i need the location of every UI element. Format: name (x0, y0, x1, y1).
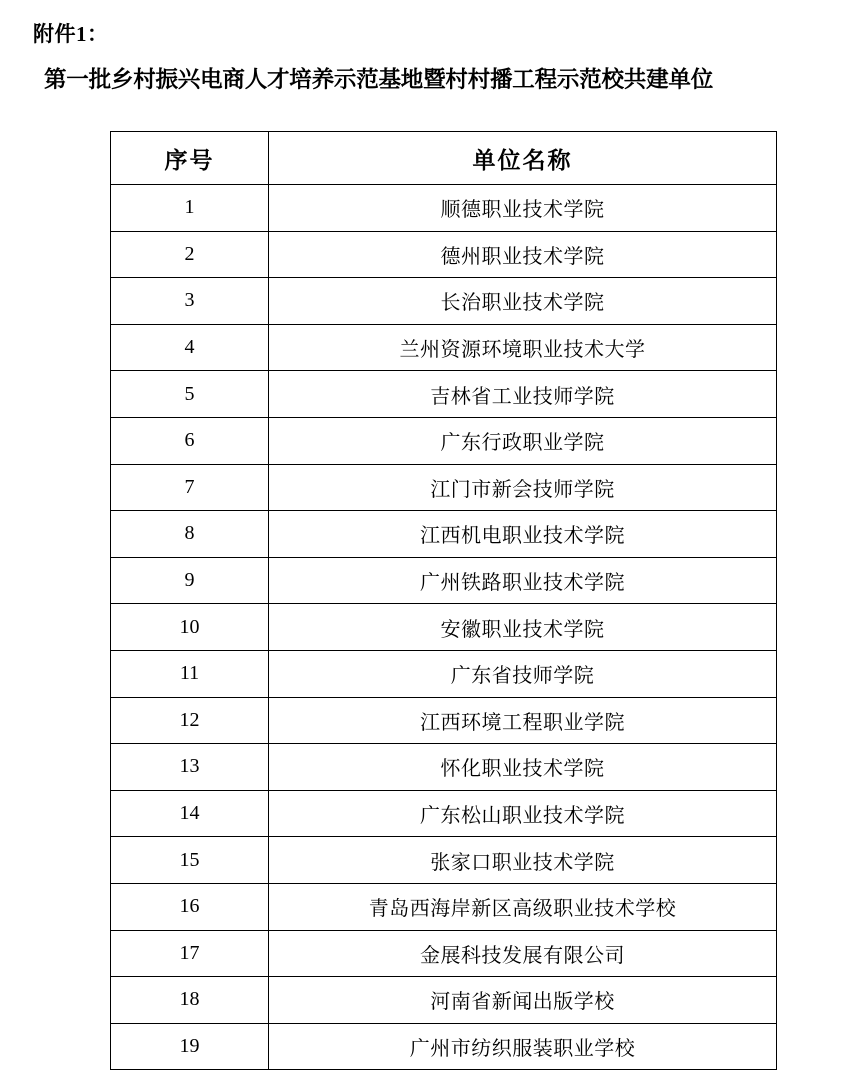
table-row (111, 278, 777, 325)
row-name: 江门市新会技师学院 (269, 464, 777, 511)
table-row (111, 417, 777, 464)
table-row (111, 464, 777, 511)
table-row (111, 604, 777, 651)
row-name: 江西环境工程职业学院 (269, 697, 777, 744)
row-no: 5 (111, 371, 269, 418)
table-row (111, 837, 777, 884)
row-no: 9 (111, 557, 269, 604)
row-no: 4 (111, 324, 269, 371)
row-name: 江西机电职业技术学院 (269, 511, 777, 558)
table-row (111, 557, 777, 604)
row-no: 13 (111, 744, 269, 791)
row-name: 兰州资源环境职业技术大学 (269, 324, 777, 371)
table-body (111, 185, 777, 1070)
unit-list-table (110, 131, 777, 1070)
row-name: 广州铁路职业技术学院 (269, 557, 777, 604)
row-no: 19 (111, 1023, 269, 1070)
table-row (111, 371, 777, 418)
row-no: 16 (111, 883, 269, 930)
column-header-name: 单位名称 (269, 132, 777, 185)
row-name: 德州职业技术学院 (269, 231, 777, 278)
table-row (111, 697, 777, 744)
row-no: 2 (111, 231, 269, 278)
table-row (111, 790, 777, 837)
row-no: 7 (111, 464, 269, 511)
table-row (111, 324, 777, 371)
row-no: 12 (111, 697, 269, 744)
row-name: 河南省新闻出版学校 (269, 977, 777, 1024)
table-row (111, 977, 777, 1024)
table-row (111, 930, 777, 977)
row-name: 张家口职业技术学院 (269, 837, 777, 884)
column-header-no: 序号 (111, 132, 269, 185)
table-row (111, 883, 777, 930)
row-no: 15 (111, 837, 269, 884)
row-name: 吉林省工业技师学院 (269, 371, 777, 418)
row-name: 怀化职业技术学院 (269, 744, 777, 791)
row-no: 8 (111, 511, 269, 558)
row-no: 1 (111, 185, 269, 232)
row-name: 广州市纺织服装职业学校 (269, 1023, 777, 1070)
table-row (111, 650, 777, 697)
row-no: 14 (111, 790, 269, 837)
row-name: 顺德职业技术学院 (269, 185, 777, 232)
row-no: 10 (111, 604, 269, 651)
row-name: 青岛西海岸新区高级职业技术学校 (269, 883, 777, 930)
table-row (111, 744, 777, 791)
row-no: 11 (111, 650, 269, 697)
table-row (111, 1023, 777, 1070)
table-header-row (111, 132, 777, 185)
row-no: 18 (111, 977, 269, 1024)
table-row (111, 511, 777, 558)
page-title: 第一批乡村振兴电商人才培养示范基地暨村村播工程示范校共建单位 (44, 67, 714, 92)
table-row (111, 185, 777, 232)
row-no: 17 (111, 930, 269, 977)
row-name: 长治职业技术学院 (269, 278, 777, 325)
row-no: 6 (111, 417, 269, 464)
row-name: 广东省技师学院 (269, 650, 777, 697)
row-no: 3 (111, 278, 269, 325)
row-name: 广东行政职业学院 (269, 417, 777, 464)
row-name: 广东松山职业技术学院 (269, 790, 777, 837)
row-name: 金展科技发展有限公司 (269, 930, 777, 977)
row-name: 安徽职业技术学院 (269, 604, 777, 651)
table-row (111, 231, 777, 278)
attachment-label: 附件1： (33, 22, 109, 46)
